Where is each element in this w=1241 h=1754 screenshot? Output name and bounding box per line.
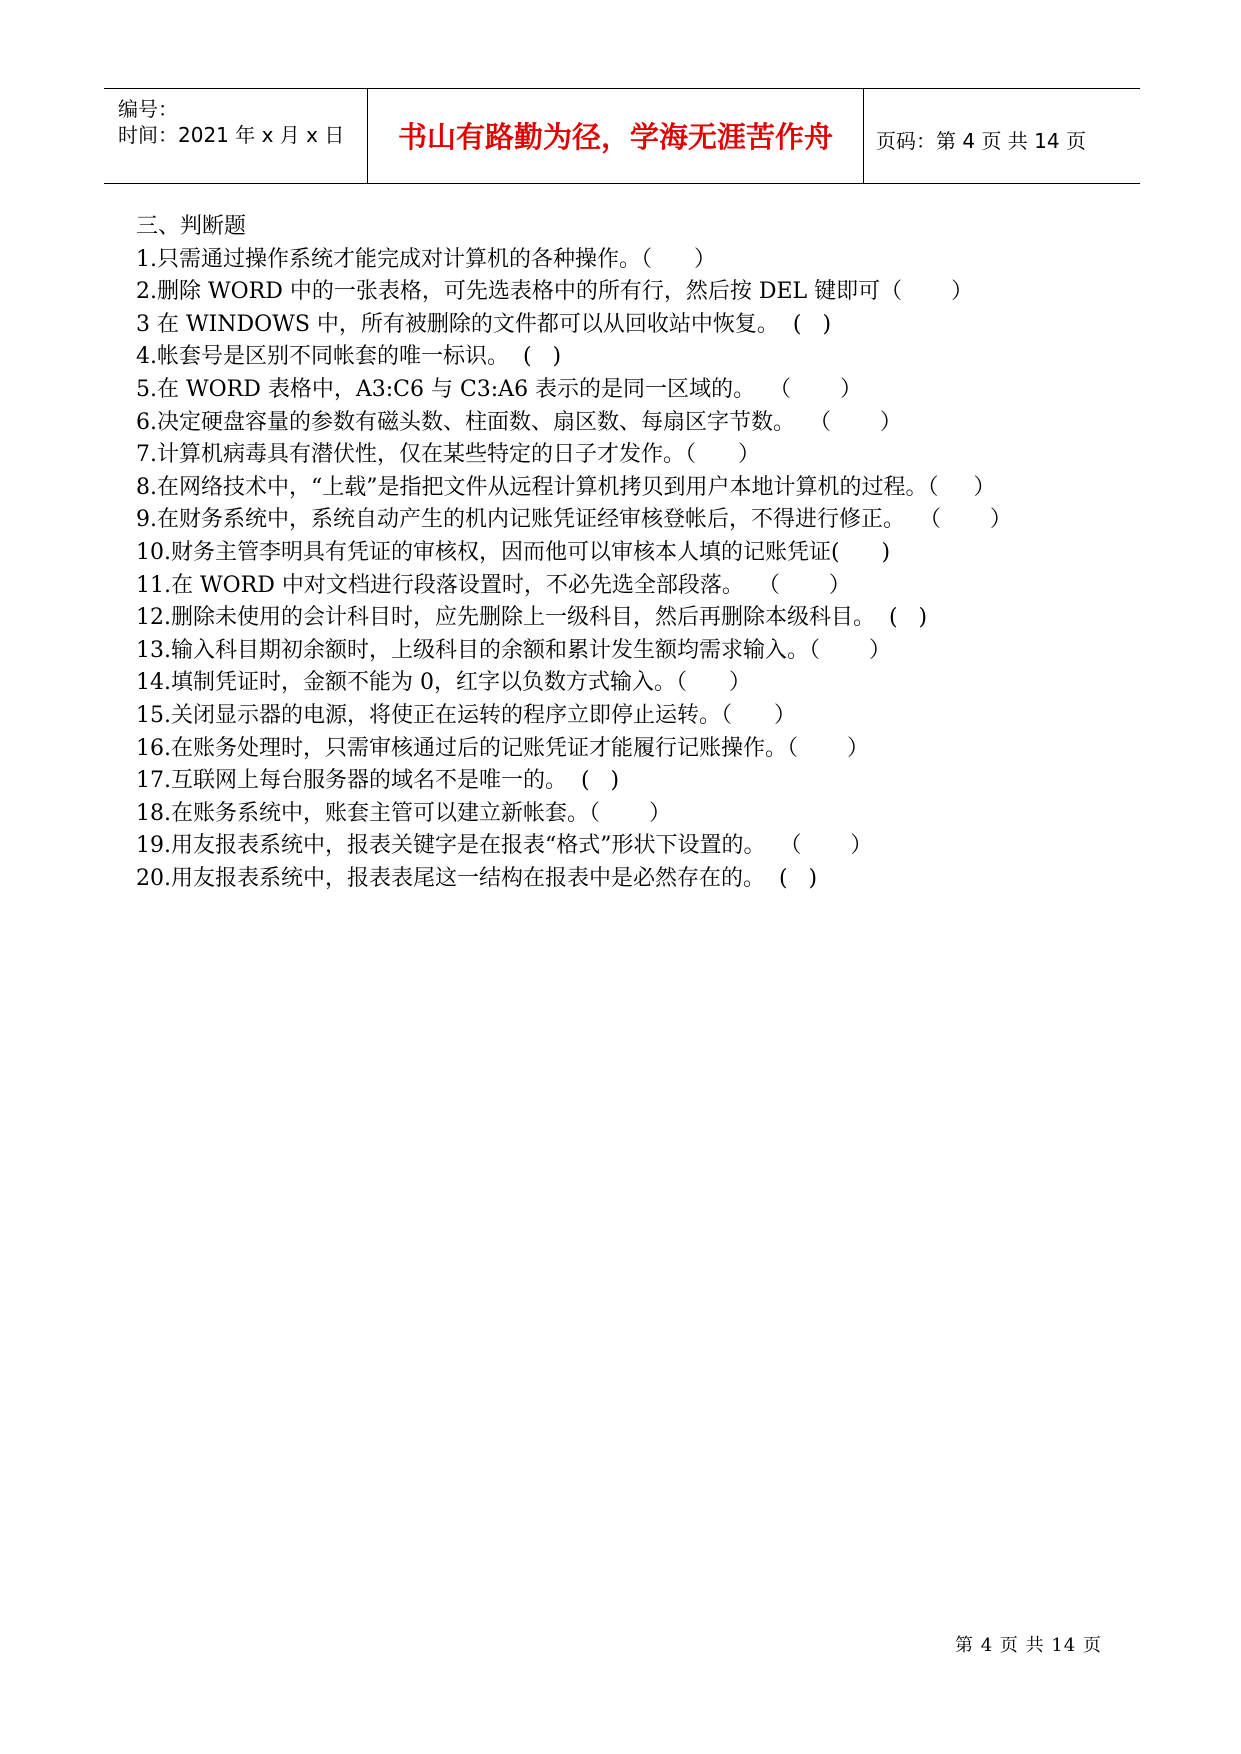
header-info-cell bbox=[104, 89, 368, 183]
question-item: 12.删除未使用的会计科目时，应先删除上一级科目，然后再删除本级科目。 ( ) bbox=[136, 605, 928, 631]
question-item: 4.帐套号是区别不同帐套的唯一标识。 ( ) bbox=[136, 344, 562, 370]
time-label: 时间：2021 年 x 月 x 日 bbox=[118, 123, 345, 147]
document-body bbox=[136, 211, 1136, 895]
question-item: 5.在 WORD 表格中，A3:C6 与 C3:A6 表示的是同一区域的。 （ ） bbox=[136, 376, 863, 402]
serial-label: 编号： bbox=[118, 97, 178, 121]
page-footer: 第 4 页 共 14 页 bbox=[955, 1635, 1102, 1656]
question-item: 7.计算机病毒具有潜伏性，仅在某些特定的日子才发作。（ ） bbox=[136, 442, 760, 468]
question-item: 16.在账务处理时，只需审核通过后的记账凭证才能履行记账操作。（ ） bbox=[136, 735, 869, 761]
question-item: 2.删除 WORD 中的一张表格，可先选表格中的所有行，然后按 DEL 键即可（ ） bbox=[136, 279, 974, 305]
header-page-cell bbox=[864, 89, 1140, 183]
motto: 书山有路勤为径，学海无涯苦作舟 bbox=[397, 120, 833, 154]
question-item: 6.决定硬盘容量的参数有磁头数、柱面数、扇区数、每扇区字节数。 （ ） bbox=[136, 409, 902, 435]
question-item: 18.在账务系统中，账套主管可以建立新帐套。（ ） bbox=[136, 800, 671, 826]
question-item: 9.在财务系统中，系统自动产生的机内记账凭证经审核登帐后，不得进行修正。 （ ） bbox=[136, 507, 1012, 533]
question-item: 20.用友报表系统中，报表表尾这一结构在报表中是必然存在的。 ( ) bbox=[136, 865, 818, 891]
page-header bbox=[104, 88, 1140, 184]
question-item: 15.关闭显示器的电源，将使正在运转的程序立即停止运转。（ ） bbox=[136, 702, 796, 728]
header-motto-cell bbox=[368, 89, 864, 183]
question-item: 13.输入科目期初余额时，上级科目的余额和累计发生额均需求输入。（ ） bbox=[136, 637, 891, 663]
question-item: 3 在 WINDOWS 中，所有被删除的文件都可以从回收站中恢复。 ( ) bbox=[136, 311, 832, 337]
page-code: 页码：第 4 页 共 14 页 bbox=[876, 129, 1086, 153]
question-item: 19.用友报表系统中，报表关键字是在报表“格式”形状下设置的。 （ ） bbox=[136, 833, 873, 859]
section-title: 三、判断题 bbox=[136, 214, 247, 239]
question-item: 14.填制凭证时，金额不能为 0，红字以负数方式输入。（ ） bbox=[136, 670, 751, 696]
question-item: 1.只需通过操作系统才能完成对计算机的各种操作。（ ） bbox=[136, 246, 716, 272]
question-item: 17.互联网上每台服务器的域名不是唯一的。 ( ) bbox=[136, 768, 620, 794]
question-item: 11.在 WORD 中对文档进行段落设置时，不必先选全部段落。 （ ） bbox=[136, 572, 851, 598]
question-item: 8.在网络技术中，“上载”是指把文件从远程计算机拷贝到用户本地计算机的过程。（ ） bbox=[136, 474, 996, 500]
question-item: 10.财务主管李明具有凭证的审核权，因而他可以审核本人填的记账凭证( ) bbox=[136, 539, 891, 565]
